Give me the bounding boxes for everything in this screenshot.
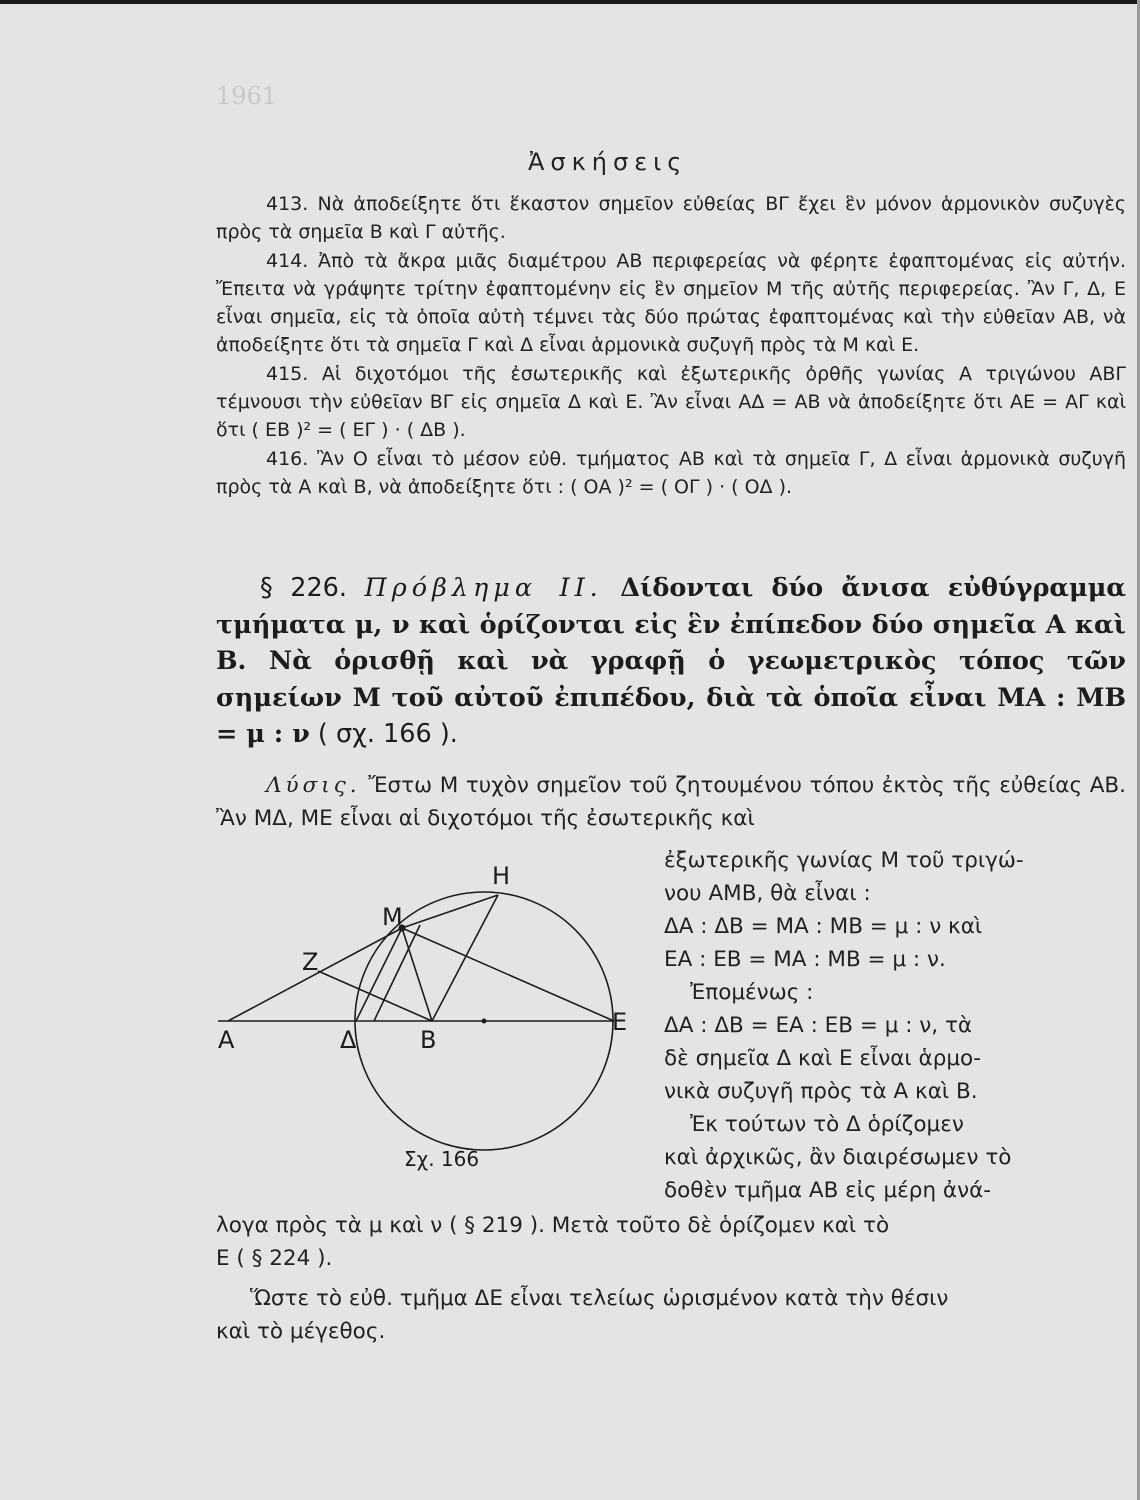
segment-mb [402,928,432,1021]
exercise-416: 416. Ἂν Ο εἶναι τὸ μέσον εὐθ. τμήματος ΑΒ καὶ τὰ σημεῖα Γ, Δ εἶναι ἁρμονικὰ συζυγῆ πρὸς τὰ Α καὶ Β, νὰ ἀποδείξητε ὅτι : ( ΟΑ )² = ( ΟΓ ) · ( ΟΔ ). [216,447,1126,498]
label-a: Α [218,1026,235,1054]
solution-line-8: νικὰ συζυγῆ πρὸς τὰ Α καὶ Β. [664,1079,978,1104]
solution-line-6: ΔΑ : ΔΒ = ΕΑ : ΕΒ = μ : ν, τὰ [664,1013,973,1038]
exercise-415: 415. Αἱ διχοτόμοι τῆς ἐσωτερικῆς καὶ ἐξωτερικῆς ὀρθῆς γωνίας Α τριγώνου ΑΒΓ τέμνουσι τὴν εὐθεῖαν ΒΓ εἰς σημεῖα Δ καὶ Ε. Ἂν εἶναι ΑΔ = ΑΒ νὰ ἀποδείξητε ὅτι ΑΕ = ΑΓ καὶ ὅτι ( ΕΒ )² = ( ΕΓ ) · ( ΔΒ ). [216,362,1126,442]
solution-intro-text: Ἔστω Μ τυχὸν σημεῖον τοῦ ζητουμένου τόπου ἐκτὸς τῆς εὐθείας ΑΒ. Ἂν ΜΔ, ΜΕ εἶναι αἱ διχοτόμοι τῆς ἐσωτερικῆς καὶ [216,773,1126,831]
solution-line-5: Ἐπομένως : [690,980,814,1005]
solution-line-4: ΕΑ : ΕΒ = ΜΑ : ΜΒ = μ : ν. [664,947,946,972]
exercise-414: 414. Ἀπὸ τὰ ἄκρα μιᾶς διαμέτρου ΑΒ περιφερείας νὰ φέρητε ἐφαπτομένας εἰς αὐτήν. Ἔπειτα νὰ γράψητε τρίτην ἐφαπτομένην εἰς ἓν σημεῖον Μ τῆς αὐτῆς περιφερείας. Ἂν Γ, Δ, Ε εἶναι σημεῖα, εἰς τὰ ὁποῖα αὐτὴ τέμνει τὰς δύο πρώτας ἐφαπτομένας καὶ τὴν εὐθεῖαν ΑΒ, νὰ ἀποδείξητε ὅτι τὰ σημεῖα Γ καὶ Δ εἶναι ἁρμονικὰ συζυγῆ πρὸς τὰ Μ καὶ Ε. [216,249,1126,357]
solution-line-13: Ε ( § 224 ). [216,1246,333,1271]
solution-line-12: λογα πρὸς τὰ μ καὶ ν ( § 219 ). Μετὰ τοῦτο δὲ ὁρίζομεν καὶ τὸ [216,1213,890,1238]
solution-line-2: νου ΑΜΒ, θὰ εἶναι : [664,881,871,906]
closing-line-2: καὶ τὸ μέγεθος. [216,1319,386,1344]
figure-caption: Σχ. 166 [404,1147,480,1171]
solution-line-3: ΔΑ : ΔΒ = ΜΑ : ΜΒ = μ : ν καὶ [664,914,983,939]
label-h: Η [492,862,511,890]
running-head-bleed: 1961 [216,82,278,110]
closing-line-1: Ὥστε τὸ εὐθ. τμῆμα ΔΕ εἶναι τελείως ὡρισμένον κατὰ τὴν θέσιν [250,1286,949,1311]
label-e: Ε [612,1008,628,1036]
bisector-me [402,928,614,1021]
label-delta: Δ [340,1026,357,1054]
point-center [482,1019,487,1024]
solution-line-1: ἐξωτερικῆς γωνίας Μ τοῦ τριγώ- [664,848,1024,873]
label-b: Β [420,1026,437,1054]
solution-line-11: δοθὲν τμῆμα ΑΒ εἰς μέρη ἀνά- [664,1178,992,1203]
solution-line-7: δὲ σημεῖα Δ καὶ Ε εἶναι ἁρμο- [664,1046,981,1071]
solution-line-10: καὶ ἀρχικῶς, ἂν διαιρέσωμεν τὸ [664,1145,1012,1170]
label-z: Ζ [302,948,319,976]
label-m: Μ [382,903,403,931]
problem-statement: Δίδονται δύο ἄνισα εὐθύγραμμα τμήματα μ, ν καὶ ὁρίζονται εἰς ἓν ἐπίπεδον δύο σημεῖα Α καὶ Β. Νὰ ὁρισθῇ καὶ νὰ γραφῇ ὁ γεωμετρικὸς τόπος τῶν σημείων Μ τοῦ αὐτοῦ ἐπιπέδου, διὰ τὰ ὁποῖα εἶναι ΜΑ : ΜΒ = μ : ν [216,573,1127,749]
problem-title: Πρόβλημα ΙΙ. [364,573,603,603]
segment-zb [318,971,432,1021]
solution-label: Λύσις. [266,773,361,798]
exercise-413: 413. Νὰ ἀποδείξητε ὅτι ἕκαστον σημεῖον εὐθείας ΒΓ ἔχει ἓν μόνον ἁρμονικὸν συζυγὲς πρὸς τὰ σημεῖα Β καὶ Γ αὐτῆς. [216,193,1126,244]
problem-figure-ref: ( σχ. 166 ). [317,719,458,749]
problem-section: § 226. [260,573,348,603]
solution-line-9: Ἐκ τούτων τὸ Δ ὁρίζομεν [690,1112,964,1137]
